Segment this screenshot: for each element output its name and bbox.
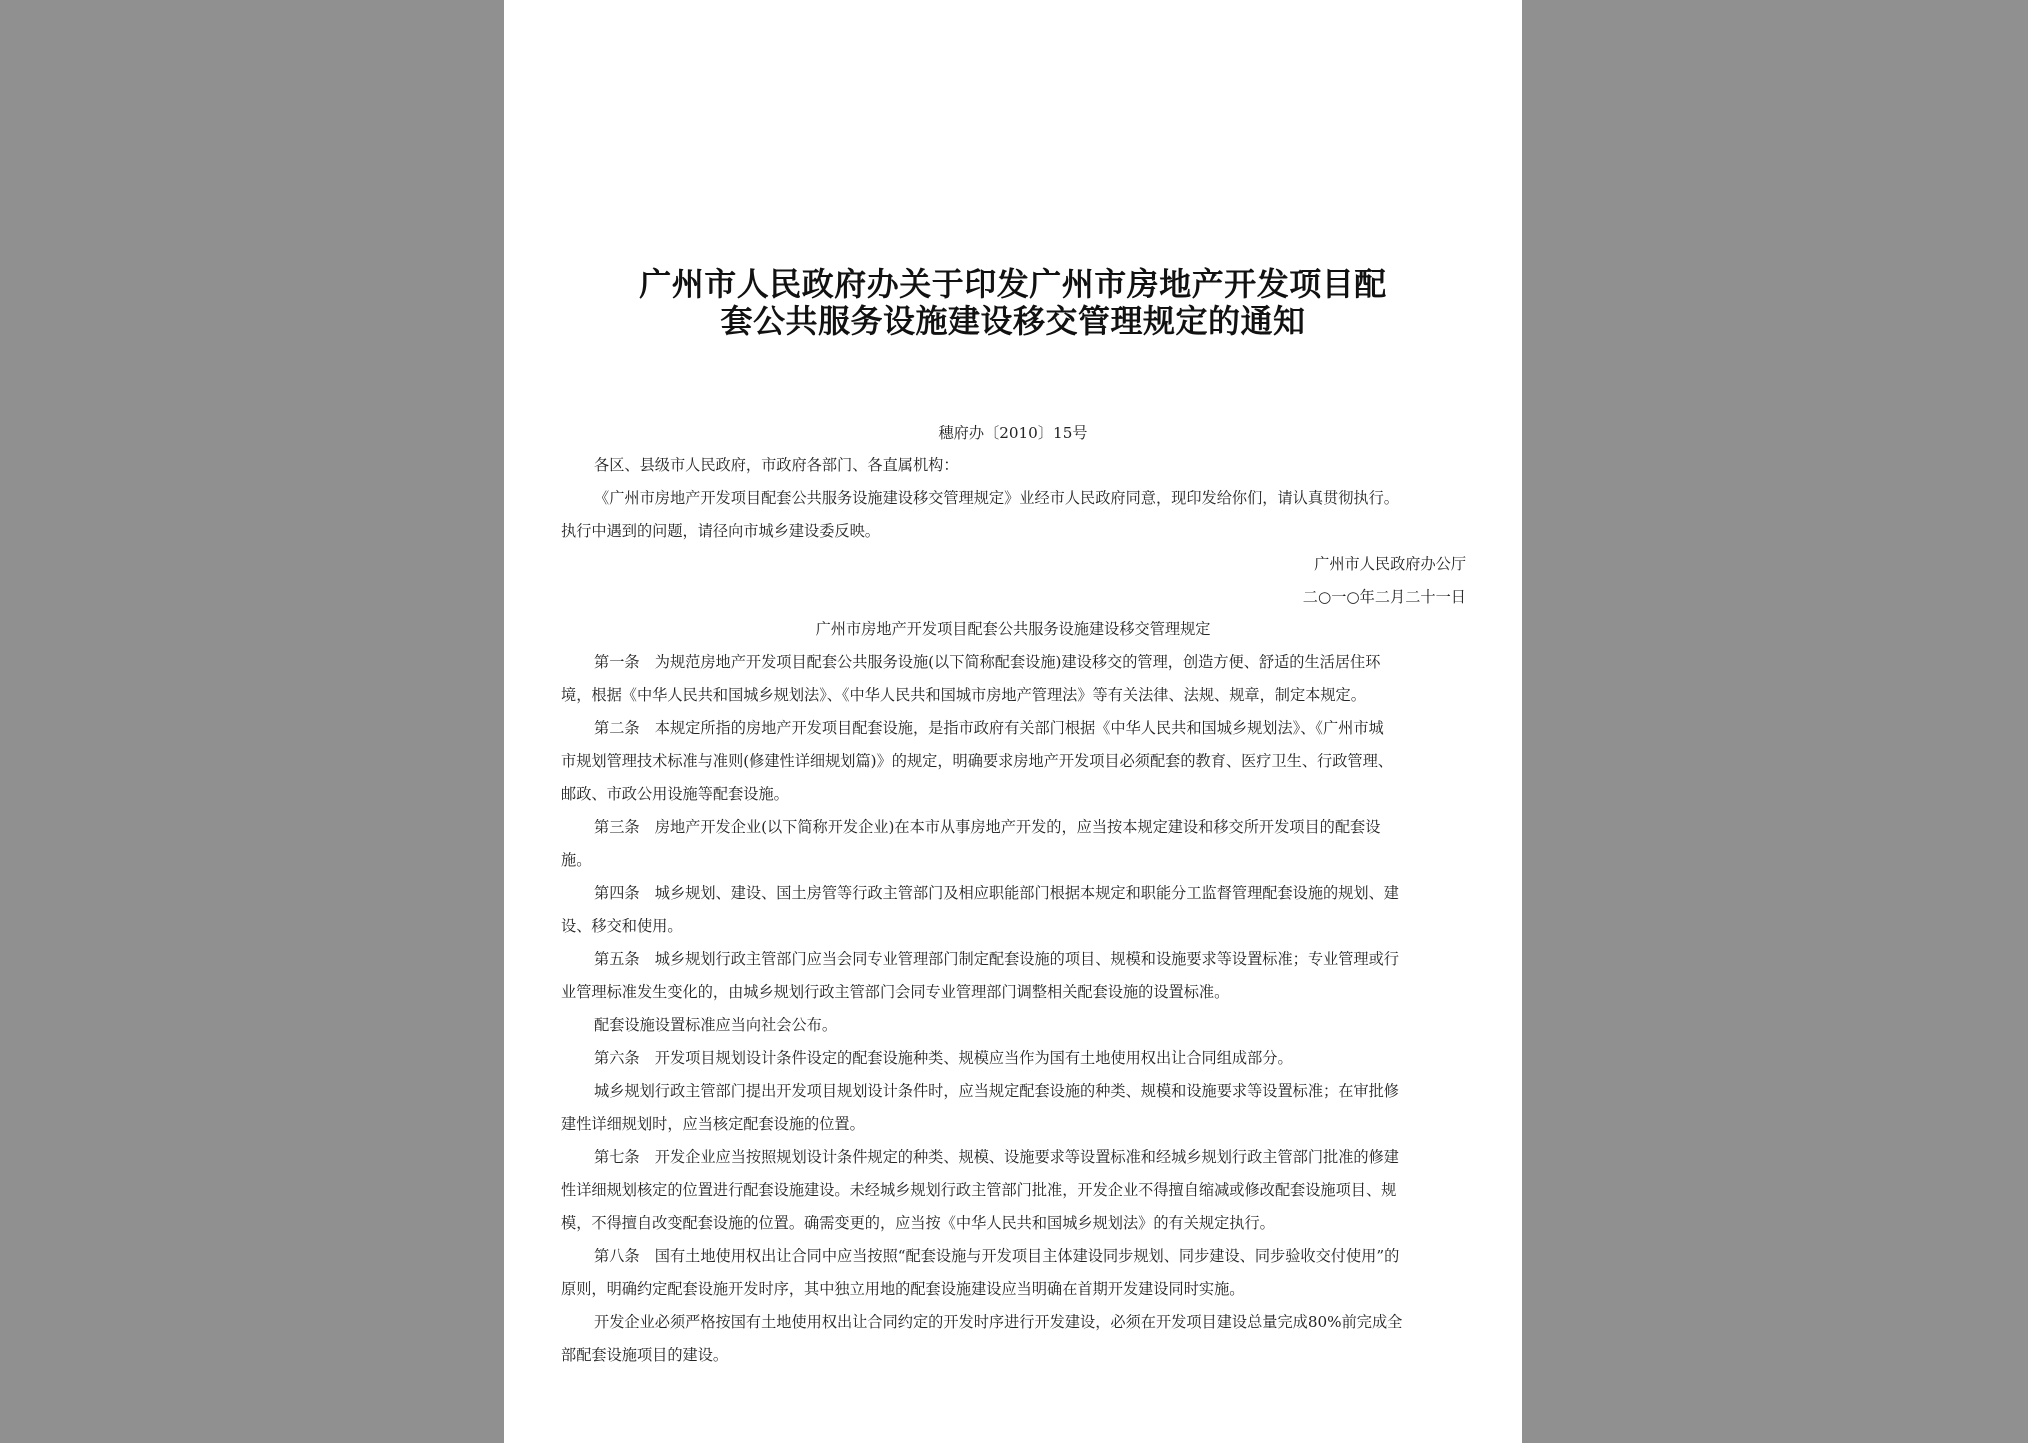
body-line: 第四条 城乡规划、建设、国土房管等行政主管部门及相应职能部门根据本规定和职能分工监督管理配套设施的规划、建	[594, 884, 1399, 902]
body-line: 性详细规划核定的位置进行配套设施建设。未经城乡规划行政主管部门批准，开发企业不得擅自缩减或修改配套设施项目、规	[561, 1181, 1397, 1199]
notice-paragraph-line: 执行中遇到的问题，请径向市城乡建设委反映。	[561, 522, 880, 540]
body-line: 模，不得擅自改变配套设施的位置。确需变更的，应当按《中华人民共和国城乡规划法》的有关规定执行。	[561, 1214, 1275, 1232]
body-line: 配套设施设置标准应当向社会公布。	[594, 1016, 837, 1034]
body-line: 施。	[561, 851, 592, 869]
body-line: 原则，明确约定配套设施开发时序，其中独立用地的配套设施建设应当明确在首期开发建设同时实施。	[561, 1280, 1245, 1298]
body-line: 第六条 开发项目规划设计条件设定的配套设施种类、规模应当作为国有土地使用权出让合同组成部分。	[594, 1049, 1293, 1067]
body-line: 设、移交和使用。	[561, 917, 683, 935]
body-line: 境，根据《中华人民共和国城乡规划法》、《中华人民共和国城市房地产管理法》等有关法律、法规、规章，制定本规定。	[561, 686, 1366, 704]
document-title-line-1: 广州市人民政府办关于印发广州市房地产开发项目配	[639, 265, 1387, 303]
body-line: 开发企业必须严格按国有土地使用权出让合同约定的开发时序进行开发建设，必须在开发项目建设总量完成80%前完成全	[594, 1313, 1403, 1331]
body-line: 市规划管理技术标准与准则(修建性详细规划篇)》的规定，明确要求房地产开发项目必须配套的教育、医疗卫生、行政管理、	[561, 752, 1393, 770]
body-line: 第三条 房地产开发企业(以下简称开发企业)在本市从事房地产开发的，应当按本规定建设和移交所开发项目的配套设	[594, 818, 1381, 836]
issuer-signature: 广州市人民政府办公厅	[1314, 555, 1466, 573]
body-line: 第五条 城乡规划行政主管部门应当会同专业管理部门制定配套设施的项目、规模和设施要求等设置标准；专业管理或行	[594, 950, 1399, 968]
body-line: 邮政、市政公用设施等配套设施。	[561, 785, 789, 803]
regulation-title: 广州市房地产开发项目配套公共服务设施建设移交管理规定	[815, 620, 1211, 638]
document-title-line-2: 套公共服务设施建设移交管理规定的通知	[720, 302, 1306, 340]
body-line: 第八条 国有土地使用权出让合同中应当按照“配套设施与开发项目主体建设同步规划、同步建设、同步验收交付使用”的	[594, 1247, 1400, 1265]
notice-paragraph-line: 《广州市房地产开发项目配套公共服务设施建设移交管理规定》业经市人民政府同意，现印发给你们，请认真贯彻执行。	[594, 489, 1399, 507]
document-number: 穗府办〔2010〕15号	[938, 424, 1088, 442]
body-line: 第一条 为规范房地产开发项目配套公共服务设施(以下简称配套设施)建设移交的管理，创造方便、舒适的生活居住环	[594, 653, 1381, 671]
issue-date: 二○一○年二月二十一日	[1302, 588, 1466, 606]
body-line: 第二条 本规定所指的房地产开发项目配套设施，是指市政府有关部门根据《中华人民共和国城乡规划法》、《广州市城	[594, 719, 1384, 737]
body-line: 建性详细规划时，应当核定配套设施的位置。	[561, 1115, 865, 1133]
addressee: 各区、县级市人民政府，市政府各部门、各直属机构：	[594, 456, 959, 474]
body-line: 业管理标准发生变化的，由城乡规划行政主管部门会同专业管理部门调整相关配套设施的设置标准。	[561, 983, 1230, 1001]
body-line: 城乡规划行政主管部门提出开发项目规划设计条件时，应当规定配套设施的种类、规模和设施要求等设置标准；在审批修	[594, 1082, 1399, 1100]
body-line: 部配套设施项目的建设。	[561, 1346, 729, 1364]
document-page	[504, 0, 1522, 1443]
body-line: 第七条 开发企业应当按照规划设计条件规定的种类、规模、设施要求等设置标准和经城乡规划行政主管部门批准的修建	[594, 1148, 1399, 1166]
